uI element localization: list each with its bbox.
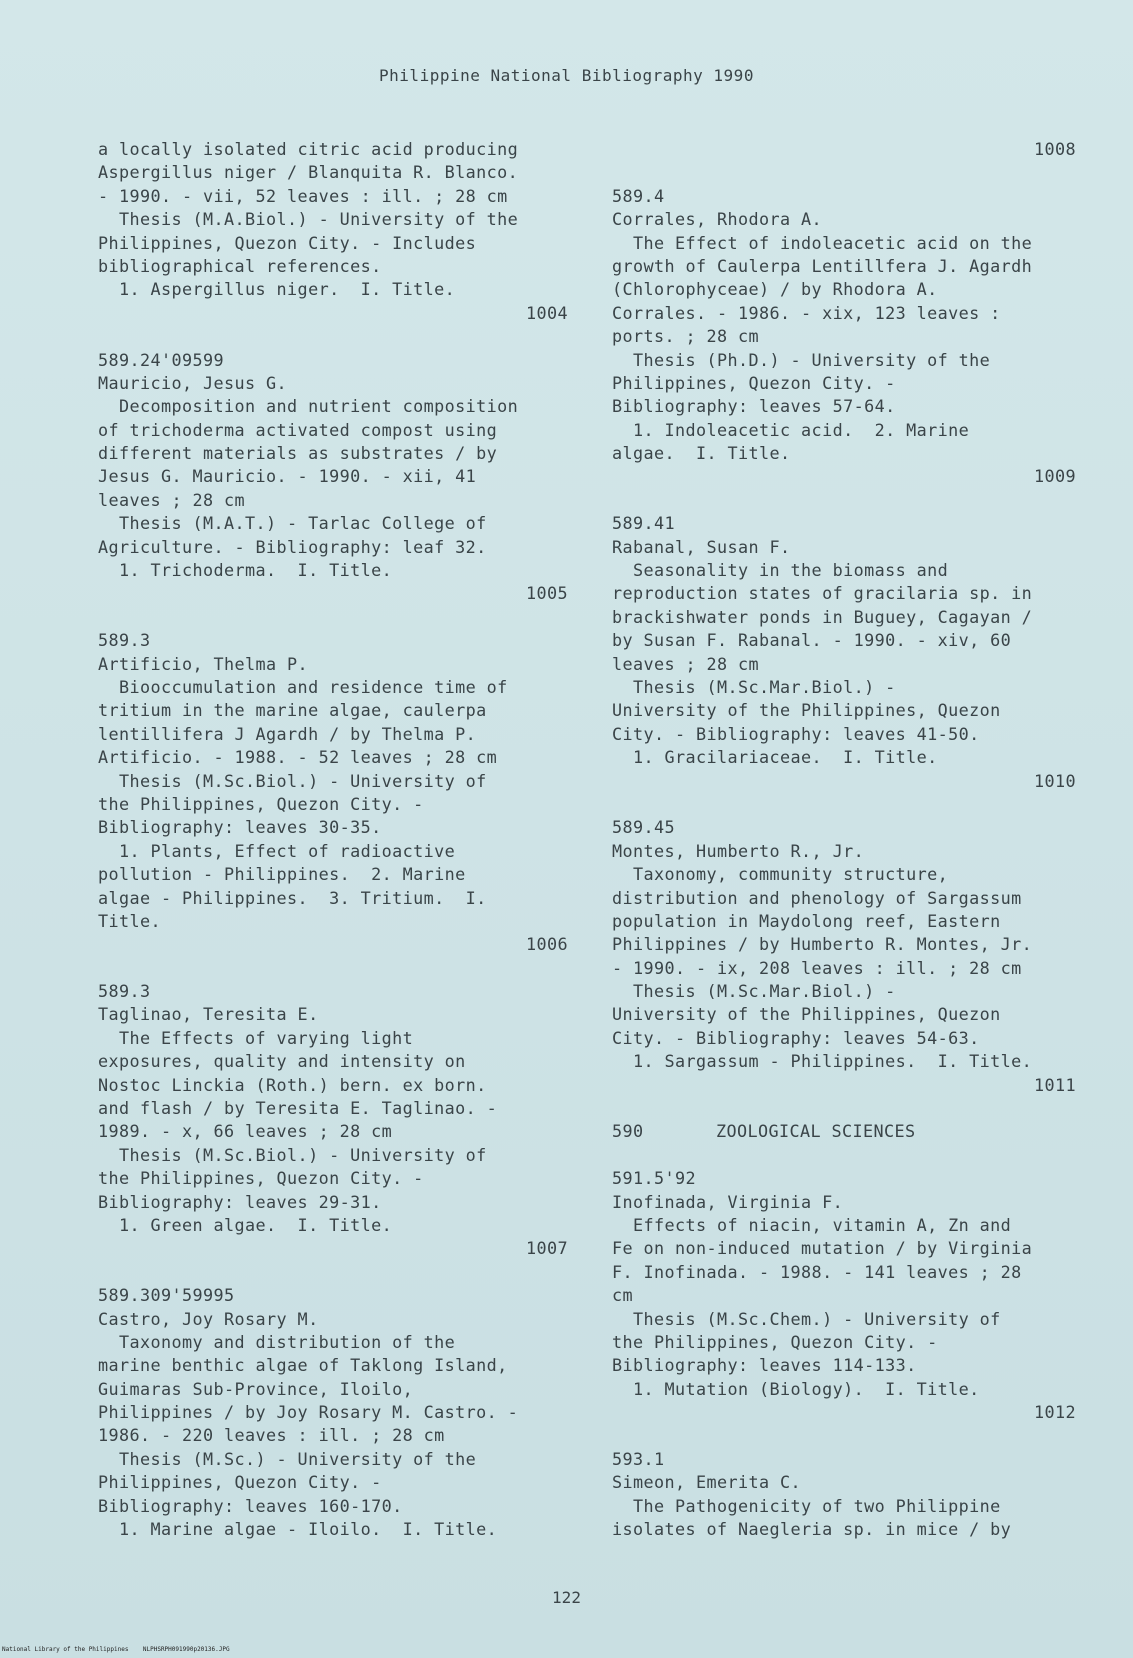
entry-number: 1006 <box>525 934 568 955</box>
entry-line: Philippines, Quezon City. - <box>98 1472 382 1493</box>
entry-line: Biooccumulation and residence time of <box>98 676 508 697</box>
entry-line: 1. Gracilariaceae. I. Title. <box>612 747 938 768</box>
entry-line: Simeon, Emerita C. <box>612 1472 802 1493</box>
entry-line: Thesis (M.Sc.Biol.) - University of <box>98 1144 487 1165</box>
entry-line: Castro, Joy Rosary M. <box>98 1308 319 1329</box>
entry-line: bibliographical references. <box>98 255 382 276</box>
section-code: 590 <box>612 1121 644 1142</box>
entry-line: - 1990. - vii, 52 leaves : ill. ; 28 cm <box>98 185 508 206</box>
entry-line: the Philippines, Quezon City. - <box>612 1331 938 1352</box>
entry-line: and flash / by Teresita E. Taglinao. - <box>98 1098 498 1119</box>
entry-line: the Philippines, Quezon City. - <box>98 793 424 814</box>
entry-line: Thesis (Ph.D.) - University of the <box>612 349 991 370</box>
entry-line: City. - Bibliography: leaves 54-63. <box>612 1027 980 1048</box>
entry-line: F. Inofinada. - 1988. - 141 leaves ; 28 <box>612 1261 1022 1282</box>
bibliography-entry <box>98 629 568 956</box>
entry-number: 1010 <box>1033 770 1076 791</box>
entry-line: leaves ; 28 cm <box>612 653 760 674</box>
entry-spacer <box>98 1261 568 1284</box>
entry-line: Thesis (M.Sc.) - University of the <box>98 1448 477 1469</box>
entry-line: the Philippines, Quezon City. - <box>98 1168 424 1189</box>
call-number: 589.24'09599 <box>98 349 225 370</box>
bibliography-entry <box>612 1448 1076 1542</box>
entry-line: 1. Marine algae - Iloilo. I. Title. <box>98 1519 498 1540</box>
entry-line: cm <box>612 1285 634 1306</box>
entry-spacer <box>612 1424 1076 1447</box>
call-number: 589.41 <box>612 513 676 534</box>
entry-line: exposures, quality and intensity on <box>98 1051 466 1072</box>
entry-line: Bibliography: leaves 160-170. <box>98 1495 403 1516</box>
entry-line: of trichoderma activated compost using <box>98 419 498 440</box>
call-number: 589.45 <box>612 817 676 838</box>
entry-spacer <box>98 957 568 980</box>
entry-line: algae - Philippines. 3. Tritium. I. <box>98 887 487 908</box>
entry-line: Taglinao, Teresita E. <box>98 1004 319 1025</box>
entry-line: Thesis (M.A.Biol.) - University of the <box>98 209 519 230</box>
entry-line: tritium in the marine algae, caulerpa <box>98 700 487 721</box>
entry-line: Title. <box>98 910 162 931</box>
entry-line: Jesus G. Mauricio. - 1990. - xii, 41 <box>98 466 477 487</box>
entry-line: University of the Philippines, Quezon <box>612 700 1001 721</box>
entry-line: Philippines / by Joy Rosary M. Castro. - <box>98 1402 519 1423</box>
entry-line: Mauricio, Jesus G. <box>98 372 288 393</box>
entry-line: different materials as substrates / by <box>98 443 498 464</box>
entry-number: 1012 <box>1033 1402 1076 1423</box>
entry-spacer <box>98 606 568 629</box>
left-column <box>98 138 568 1541</box>
entry-line: Philippines, Quezon City. - <box>612 372 896 393</box>
bibliography-entry <box>98 138 568 325</box>
entry-number: 1004 <box>525 302 568 323</box>
bibliography-entry <box>612 1167 1076 1424</box>
entry-line: The Effect of indoleacetic acid on the <box>612 232 1033 253</box>
entry-line: 1. Aspergillus niger. I. Title. <box>98 279 456 300</box>
bibliography-entry <box>612 138 1076 161</box>
bibliography-entry <box>98 980 568 1261</box>
entry-line: Guimaras Sub-Province, Iloilo, <box>98 1378 414 1399</box>
entry-number: 1009 <box>1033 466 1076 487</box>
bibliography-entry <box>612 185 1076 489</box>
section-heading <box>612 1120 1076 1143</box>
entry-spacer <box>98 325 568 348</box>
entry-line: Nostoc Linckia (Roth.) bern. ex born. <box>98 1074 487 1095</box>
section-label: ZOOLOGICAL SCIENCES <box>716 1121 916 1142</box>
entry-line: The Effects of varying light <box>98 1027 414 1048</box>
entry-line: growth of Caulerpa Lentillfera J. Agardh <box>612 255 1033 276</box>
entry-line: Thesis (M.Sc.Mar.Biol.) - <box>612 981 896 1002</box>
entry-line: ports. ; 28 cm <box>612 326 760 347</box>
entry-line: distribution and phenology of Sargassum <box>612 887 1022 908</box>
entry-line: Artificio, Thelma P. <box>98 653 309 674</box>
call-number: 589.3 <box>98 630 151 651</box>
entry-line: algae. I. Title. <box>612 443 791 464</box>
entry-line: Agriculture. - Bibliography: leaf 32. <box>98 536 487 557</box>
bibliography-entry <box>612 512 1076 793</box>
entry-line: The Pathogenicity of two Philippine <box>612 1495 1001 1516</box>
entry-spacer <box>612 793 1076 816</box>
entry-line: Montes, Humberto R., Jr. <box>612 840 865 861</box>
entry-line: Artificio. - 1988. - 52 leaves ; 28 cm <box>98 747 498 768</box>
call-number: 589.3 <box>98 981 151 1002</box>
entry-line: Corrales, Rhodora A. <box>612 209 823 230</box>
entry-line: Seasonality in the biomass and <box>612 560 949 581</box>
entry-line: Effects of niacin, vitamin A, Zn and <box>612 1214 1012 1235</box>
entry-line: 1. Green algae. I. Title. <box>98 1214 393 1235</box>
entry-line: Philippines / by Humberto R. Montes, Jr. <box>612 934 1033 955</box>
entry-line: Philippines, Quezon City. - Includes <box>98 232 477 253</box>
entry-line: 1. Trichoderma. I. Title. <box>98 560 393 581</box>
scan-footer: National Library of the Philippines NLPHSRPH091990p20136.JPG <box>2 1646 230 1653</box>
entry-line: population in Maydolong reef, Eastern <box>612 910 1001 931</box>
call-number: 591.5'92 <box>612 1168 697 1189</box>
entry-line: Taxonomy, community structure, <box>612 864 949 885</box>
entry-line: 1. Mutation (Biology). I. Title. <box>612 1378 980 1399</box>
entry-line: Inofinada, Virginia F. <box>612 1191 844 1212</box>
entry-spacer <box>612 1097 1076 1120</box>
entry-line: 1. Sargassum - Philippines. I. Title. <box>612 1051 1033 1072</box>
entry-line: 1. Plants, Effect of radioactive <box>98 840 456 861</box>
entry-line: Thesis (M.Sc.Mar.Biol.) - <box>612 676 896 697</box>
entry-line: Bibliography: leaves 114-133. <box>612 1355 917 1376</box>
call-number: 589.4 <box>612 185 665 206</box>
entry-line: isolates of Naegleria sp. in mice / by <box>612 1519 1012 1540</box>
entry-line: Aspergillus niger / Blanquita R. Blanco. <box>98 162 519 183</box>
entry-line: Taxonomy and distribution of the <box>98 1331 456 1352</box>
bibliography-entry <box>612 816 1076 1097</box>
entry-line: 1. Indoleacetic acid. 2. Marine <box>612 419 970 440</box>
entry-number: 1008 <box>1033 139 1076 159</box>
entry-number: 1007 <box>525 1238 568 1259</box>
entry-spacer <box>612 489 1076 512</box>
entry-line: Bibliography: leaves 30-35. <box>98 817 382 838</box>
entry-line: University of the Philippines, Quezon <box>612 1004 1001 1025</box>
right-column <box>612 138 1076 1541</box>
entry-number: 1005 <box>525 583 568 604</box>
entry-line: Thesis (M.Sc.Chem.) - University of <box>612 1308 1001 1329</box>
page-header: Philippine National Bibliography 1990 <box>379 66 754 85</box>
entry-line: Bibliography: leaves 57-64. <box>612 396 896 417</box>
entry-line: brackishwater ponds in Buguey, Cagayan / <box>612 606 1033 627</box>
entry-line: pollution - Philippines. 2. Marine <box>98 864 466 885</box>
entry-line: Thesis (M.Sc.Biol.) - University of <box>98 770 487 791</box>
entry-line: - 1990. - ix, 208 leaves : ill. ; 28 cm <box>612 957 1022 978</box>
entry-line: a locally isolated citric acid producing <box>98 139 519 159</box>
bibliography-entry <box>98 1284 568 1541</box>
call-number: 589.309'59995 <box>98 1285 235 1306</box>
entry-line: Fe on non-induced mutation / by Virginia <box>612 1238 1033 1259</box>
entry-line: by Susan F. Rabanal. - 1990. - xiv, 60 <box>612 630 1012 651</box>
entry-line: Bibliography: leaves 29-31. <box>98 1191 382 1212</box>
entry-spacer <box>612 1144 1076 1167</box>
entry-line: marine benthic algae of Taklong Island, <box>98 1355 508 1376</box>
call-number: 593.1 <box>612 1448 665 1469</box>
entry-line: Thesis (M.A.T.) - Tarlac College of <box>98 513 487 534</box>
entry-line: Corrales. - 1986. - xix, 123 leaves : <box>612 302 1001 323</box>
entry-line: lentillifera J Agardh / by Thelma P. <box>98 723 477 744</box>
bibliography-entry <box>98 349 568 606</box>
entry-number: 1011 <box>1033 1074 1076 1095</box>
entry-line: 1986. - 220 leaves : ill. ; 28 cm <box>98 1425 445 1446</box>
entry-line: (Chlorophyceae) / by Rhodora A. <box>612 279 938 300</box>
entry-line: leaves ; 28 cm <box>98 489 246 510</box>
entry-spacer <box>612 161 1076 184</box>
entry-line: Decomposition and nutrient composition <box>98 396 519 417</box>
entry-line: City. - Bibliography: leaves 41-50. <box>612 723 980 744</box>
entry-line: reproduction states of gracilaria sp. in <box>612 583 1033 604</box>
page-number: 122 <box>552 1588 581 1607</box>
entry-line: Rabanal, Susan F. <box>612 536 791 557</box>
entry-line: 1989. - x, 66 leaves ; 28 cm <box>98 1121 393 1142</box>
